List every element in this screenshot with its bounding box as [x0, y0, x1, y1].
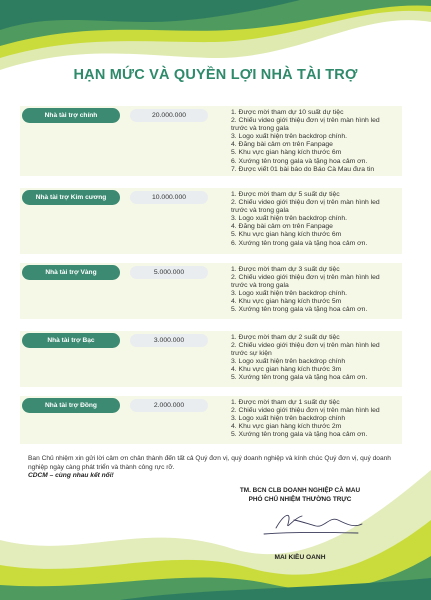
benefit-item: 6. Xướng tên trong gala và tặng hoa cảm ơn. [231, 157, 368, 165]
benefit-item: 2. Chiếu video giới thiệu đơn vị trên màn hình led trước và trong gala [231, 274, 380, 290]
benefit-item: 1. Được mời tham dự 5 suất dự tiệc [231, 191, 340, 198]
tier-name-badge: Nhà tài trợ Đồng [22, 398, 120, 413]
closing-text: Ban Chủ nhiệm xin gửi lời cảm ơn chân thành đến tất cả Quý đơn vị, quý doanh nghiệp và kính chúc Quý đơn vị, quý doanh nghiệp ngày càng phát triển và thành công rực rỡ. [28, 455, 391, 471]
benefit-item: 5. Xướng tên trong gala và tặng hoa cảm ơn. [231, 306, 368, 314]
tier-amount: 3.000.000 [130, 334, 208, 347]
benefit-item: 2. Chiếu video giới thiệu đơn vị trên màn hình led trước và trong gala [231, 199, 380, 215]
benefit-item: 3. Logo xuất hiện trên backdrop chính. [231, 290, 348, 298]
benefit-item: 4. Đăng bài cảm ơn trên Fanpage [231, 141, 333, 149]
signature-org-line: TM. BCN CLB DOANH NGHIỆP CÀ MAU [239, 487, 361, 494]
tier-amount: 5.000.000 [130, 266, 208, 279]
benefit-item: 5. Xướng tên trong gala và tặng hoa cảm ơn. [231, 431, 368, 439]
tier-name-badge: Nhà tài trợ Bạc [22, 333, 120, 348]
closing-paragraph [28, 455, 398, 481]
benefit-item: 4. Đăng bài cảm ơn trên Fanpage [231, 223, 333, 231]
benefit-item: 4. Khu vực gian hàng kích thước 3m [231, 366, 342, 374]
benefit-item: 7. Được viết 01 bài báo do Báo Cà Mau đưa tin [231, 165, 375, 173]
benefit-item: 1. Được mời tham dự 3 suất dự tiệc [231, 266, 340, 273]
tier-name-badge: Nhà tài trợ chính [22, 108, 120, 123]
benefit-item: 4. Khu vực gian hàng kích thước 2m [231, 423, 342, 431]
tier-benefits-list [231, 191, 381, 248]
benefit-item: 3. Logo xuất hiện trên backdrop chính [231, 358, 346, 366]
handwritten-signature [258, 504, 368, 538]
tier-benefits-list [231, 266, 381, 315]
benefit-item: 2. Chiếu video giới thiệu đơn vị trên màn hình led [231, 407, 380, 415]
signature-title-line: PHÓ CHỦ NHIỆM THƯỜNG TRỰC [248, 496, 352, 503]
closing-slogan: CDCM – cùng nhau kết nối! [28, 472, 114, 480]
benefit-item: 2. Chiếu video giới thiệu đơn vị trên màn hình led trước và trong gala [231, 117, 380, 133]
benefit-item: 2. Chiếu video giới thiệu đơn vị trên màn hình led trước sự kiện [231, 342, 380, 358]
benefit-item: 3. Logo xuất hiện trên backdrop chính. [231, 215, 348, 223]
tier-benefits-list [231, 399, 381, 439]
tier-name-badge: Nhà tài trợ Kim cương [22, 190, 120, 205]
tier-benefits-list [231, 109, 381, 174]
benefit-item: 1. Được mời tham dự 2 suất dự tiệc [231, 334, 340, 341]
benefit-item: 5. Khu vực gian hàng kích thước 6m [231, 231, 342, 239]
tier-amount: 2.000.000 [130, 399, 208, 412]
tier-amount: 20.000.000 [130, 109, 208, 122]
page-title: HẠN MỨC VÀ QUYỀN LỢI NHÀ TÀI TRỢ [73, 67, 358, 83]
benefit-item: 3. Logo xuất hiện trên backdrop chính. [231, 133, 348, 141]
tier-benefits-list [231, 334, 381, 383]
benefit-item: 1. Được mời tham dự 10 suất dự tiệc [231, 109, 344, 116]
tier-amount: 10.000.000 [130, 191, 208, 204]
signer-name: MAI KIỀU OANH [274, 554, 326, 561]
benefit-item: 3. Logo xuất hiện trên backdrop chính [231, 415, 346, 423]
benefit-item: 5. Khu vực gian hàng kích thước 6m [231, 149, 342, 157]
benefit-item: 1. Được mời tham dự 1 suất dự tiệc [231, 399, 340, 406]
benefit-item: 4. Khu vực gian hàng kích thước 5m [231, 298, 342, 306]
benefit-item: 5. Xướng tên trong gala và tặng hoa cảm ơn. [231, 374, 368, 382]
benefit-item: 6. Xướng tên trong gala và tặng hoa cảm ơn. [231, 239, 368, 247]
tier-name-badge: Nhà tài trợ Vàng [22, 265, 120, 280]
